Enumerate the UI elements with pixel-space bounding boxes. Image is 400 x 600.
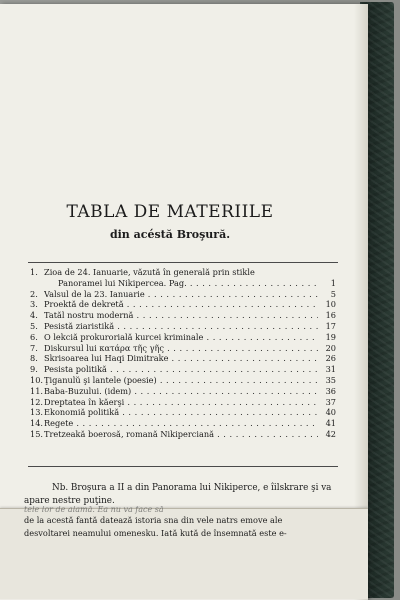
toc-entry: Panoramei lui Nikipercea. Pag. . . . 1	[30, 278, 336, 289]
toc-entry: 12. Dreptatea în kăerşi . . . 37	[30, 397, 336, 408]
bottom-divider	[28, 466, 338, 467]
slip-text	[24, 514, 348, 540]
toc-entry: 15. Tretzeakă boerosă, romană Nikiperciană . . . 42	[30, 429, 336, 440]
toc-entry: 10. Ţiganulŭ şi lantele (poesie) . . . 35	[30, 375, 336, 386]
toc-entry: 14. Regete . . . 41	[30, 418, 336, 429]
toc-entry: 2. Valsul de la 23. Ianuarie . . . 5	[30, 289, 336, 300]
page-subtitle: din acéstă Broşură.	[109, 228, 231, 241]
slip-line: desvoltarei neamului omenesku. Iată kută de însemnată este e-	[24, 528, 287, 538]
toc-entry: 9. Pesista politikă . . . 31	[30, 364, 336, 375]
top-divider	[28, 262, 338, 263]
toc-entry: 4. Tatăl nostru modernă . . . 16	[30, 310, 336, 321]
toc-entry: 8. Skrisoarea lui Haqi Dimitrake . . . 26	[30, 353, 336, 364]
slip-hidden-line: tele lor de alamă. Ea nu va face să	[24, 506, 164, 514]
toc-entry: 13. Ekonomiă politikă . . . 40	[30, 407, 336, 418]
toc-entry: 3. Proektă de dekretă . . . 10	[30, 299, 336, 310]
toc-entry: 6. O lekciă prokurorială kurcei kriminale . . . 19	[30, 332, 336, 343]
slip-line: de la acestă fantă datează istoria sna din vele natrs emove ale	[24, 515, 283, 525]
page-title: TABLA DE MATERIILE	[66, 202, 274, 222]
footnote: Nb. Broşura a II a din Panorama lui Nikiperce, e îilskrare şi va apare nestre puţine.	[24, 483, 332, 506]
toc-entry: 11. Baba-Buzului. (idem) . . . 36	[30, 386, 336, 397]
table-of-contents	[30, 267, 336, 440]
toc-entry: 7. Diskursul lui κατάρα τῆς γῆς . . . 20	[30, 343, 336, 354]
toc-entry: 5. Pesistă ziaristikă . . . 17	[30, 321, 336, 332]
toc-entry: 1. Zioa de 24. Ianuarie, văzută în generală prin stikle	[30, 267, 255, 277]
